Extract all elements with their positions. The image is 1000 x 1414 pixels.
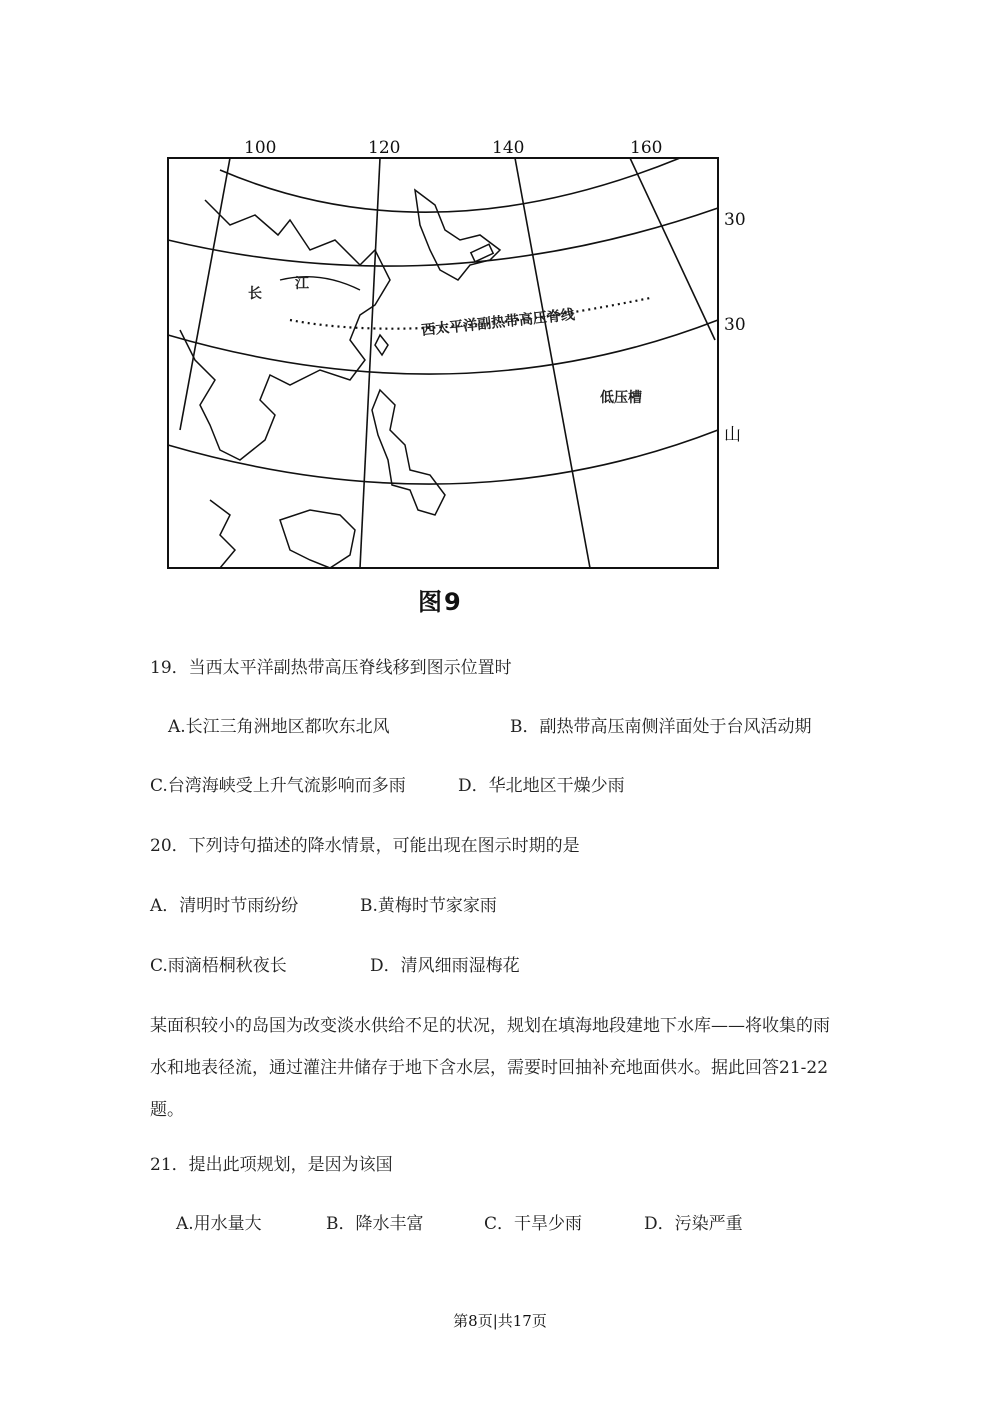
label-chang: 长 [248, 286, 262, 302]
figure-caption: 图9 [418, 588, 463, 616]
label-ridge-line: 西太平洋副热带高压脊线 [420, 306, 576, 339]
q19-option-a: A.长江三角洲地区都吹东北风 [168, 717, 390, 737]
meridian-160 [630, 158, 715, 340]
japan-outline [415, 190, 500, 280]
q20-option-b: B.黄梅时节家家雨 [360, 896, 497, 916]
lon-label-100: 100 [244, 138, 277, 158]
map-svg [160, 130, 760, 580]
q21-option-a: A.用水量大 [176, 1214, 262, 1234]
taiwan-outline [375, 335, 388, 355]
lat-label-bottom: 山 [724, 425, 741, 445]
yangtze-river [280, 277, 360, 290]
lat-label-top: 30 [724, 210, 746, 230]
map-frame [168, 158, 718, 568]
china-coastline [180, 200, 390, 460]
label-low-pressure: 低压槽 [600, 390, 642, 406]
q20-option-d: D．清风细雨湿梅花 [370, 956, 520, 976]
q19-option-d: D．华北地区干燥少雨 [458, 776, 625, 796]
q21-option-c: C．干旱少雨 [484, 1214, 583, 1234]
lat-label-mid: 30 [724, 315, 746, 335]
lon-label-120: 120 [368, 138, 401, 158]
q21-option-d: D．污染严重 [644, 1214, 743, 1234]
parallel-4 [168, 430, 718, 484]
philippines-outline [372, 390, 445, 515]
meridian-100 [180, 158, 230, 430]
q21-stem: 21．提出此项规划，是因为该国 [150, 1155, 393, 1175]
q20-option-a: A．清明时节雨纷纷 [150, 896, 299, 916]
q19-option-b: B．副热带高压南侧洋面处于台风活动期 [510, 717, 812, 737]
passage-text: 某面积较小的岛国为改变淡水供给不足的状况，规划在填海地段建地下水库——将收集的雨水和地表径流，通过灌注井储存于地下含水层，需要时回抽补充地面供水。据此回答21-22题。 [150, 1016, 830, 1120]
meridian-140 [515, 158, 590, 568]
lon-label-140: 140 [492, 138, 525, 158]
q20-option-c: C.雨滴梧桐秋夜长 [150, 956, 287, 976]
parallel-1 [220, 158, 680, 212]
q21-option-b: B．降水丰富 [326, 1214, 424, 1234]
q19-stem: 19．当西太平洋副热带高压脊线移到图示位置时 [150, 658, 512, 678]
label-jiang: 江 [295, 276, 309, 292]
borneo-outline [280, 510, 355, 568]
lon-label-160: 160 [630, 138, 663, 158]
indochina-coast [210, 500, 235, 568]
q20-stem: 20．下列诗句描述的降水情景，可能出现在图示时期的是 [150, 836, 580, 856]
q19-option-c: C.台湾海峡受上升气流影响而多雨 [150, 776, 406, 796]
page-footer: 第8页|共17页 [453, 1312, 547, 1330]
figure-9-map [160, 130, 760, 580]
